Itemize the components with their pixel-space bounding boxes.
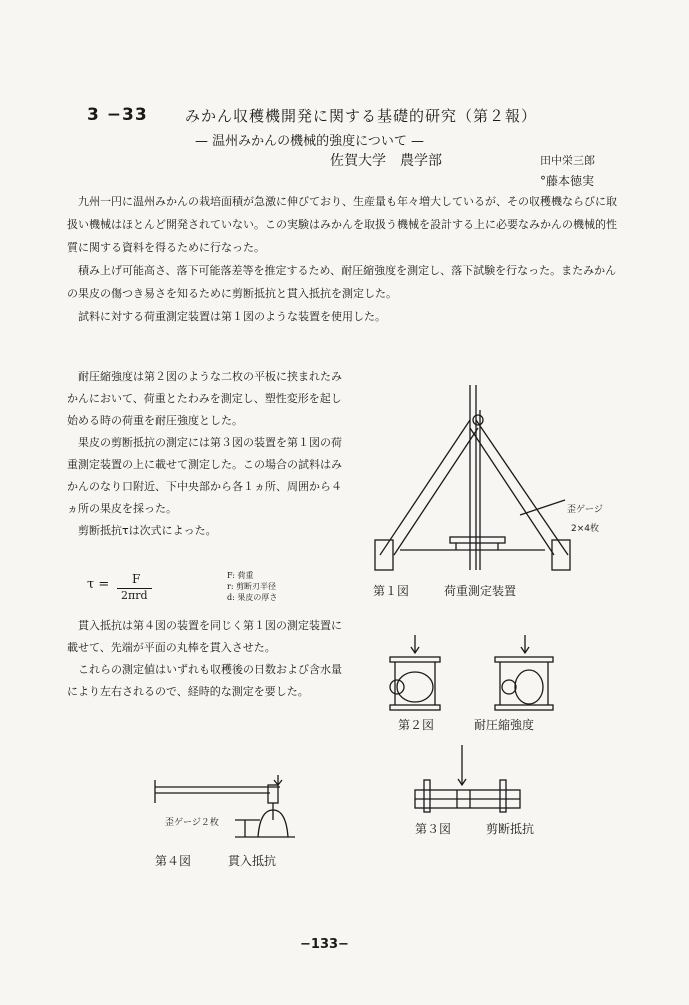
fig3-caption-text: 剪断抵抗 xyxy=(486,822,535,836)
column-text-1 xyxy=(67,366,342,542)
formula-numerator: F xyxy=(132,572,141,586)
paragraph: 九州一円に温州みかんの栽培面積が急激に伸びており、生産量も年々増大しているが、その収穫機ならびに取扱い機械はほとんど開発されていない。この実験はみかんを取扱う機械を設計する上に必要なみかんの機械的性質に関する資料を得るために行なった。 xyxy=(67,195,617,254)
shear-formula xyxy=(87,572,337,612)
author-2: °藤本徳実 xyxy=(540,174,595,188)
fig4-caption-num: 第４図 xyxy=(155,854,192,868)
legend-item: r: 剪断刃半径 xyxy=(227,582,277,591)
paragraph: 試料に対する荷重測定装置は第１図のような装置を使用した。 xyxy=(78,310,386,323)
formula-denominator: 2πrd xyxy=(117,588,152,602)
fig1-caption-num: 第１図 xyxy=(373,584,410,598)
paragraph: 積み上げ可能高さ、落下可能落差等を推定するため、耐圧縮強度を測定し、落下試験を行なった。またみかんの果皮の傷つき易さを知るために剪断抵抗と貫入抵抗を測定した。 xyxy=(67,264,617,300)
paragraph: 果皮の剪断抵抗の測定には第３図の装置を第１図の荷重測定装置の上に載せて測定した。この場合の試料はみかんのなり口附近、下中央部から各１ヵ所、周囲から４ヵ所の果皮を採った。 xyxy=(67,436,342,515)
page-number: −133− xyxy=(300,937,349,952)
fig4-caption-text: 貫入抵抗 xyxy=(228,854,277,868)
formula-legend xyxy=(227,570,277,603)
fig1-gauge-label: 歪ゲージ xyxy=(567,505,603,515)
formula-lhs: τ = xyxy=(87,577,110,592)
intro-text xyxy=(67,190,622,328)
column-text-2 xyxy=(67,615,342,703)
fig3-caption-num: 第３図 xyxy=(415,822,452,836)
figure-3-drawing xyxy=(410,745,530,815)
paragraph: 貫入抵抗は第４図の装置を同じく第１図の測定装置に載せて、先端が平面の丸棒を貫入させた。 xyxy=(67,619,342,654)
figure-1-drawing xyxy=(370,380,610,580)
fig1-caption-text: 荷重測定装置 xyxy=(444,584,517,598)
legend-item: d: 果皮の厚さ xyxy=(227,593,278,602)
section-number: 3 −33 xyxy=(87,105,148,125)
paragraph: 剪断抵抗τは次式によった。 xyxy=(78,524,217,537)
paragraph: 耐圧縮強度は第２図のような二枚の平板に挟まれたみかんにおいて、荷重とたわみを測定し、塑性変形を起し始める時の荷重を耐圧強度とした。 xyxy=(67,370,342,427)
paragraph: これらの測定値はいずれも収穫後の日数および含水量により左右されるので、経時的な測定を要した。 xyxy=(67,663,342,698)
affiliation: 佐賀大学 農学部 xyxy=(330,153,442,169)
figure-4-drawing xyxy=(150,775,300,845)
fig1-count-label: 2×4枚 xyxy=(571,524,599,534)
fig2-caption-num: 第２図 xyxy=(398,718,435,732)
paper-title: みかん収穫機開発に関する基礎的研究（第２報） xyxy=(185,107,538,125)
fig2-caption-text: 耐圧縮強度 xyxy=(474,718,535,732)
fig4-gauge-label: 歪ゲージ２枚 xyxy=(165,818,219,828)
figure-2-drawing xyxy=(385,635,565,715)
paper-subtitle: — 温州みかんの機械的強度について — xyxy=(195,134,425,149)
legend-item: F: 荷重 xyxy=(227,571,254,580)
author-1: 田中栄三郎 xyxy=(540,154,595,167)
